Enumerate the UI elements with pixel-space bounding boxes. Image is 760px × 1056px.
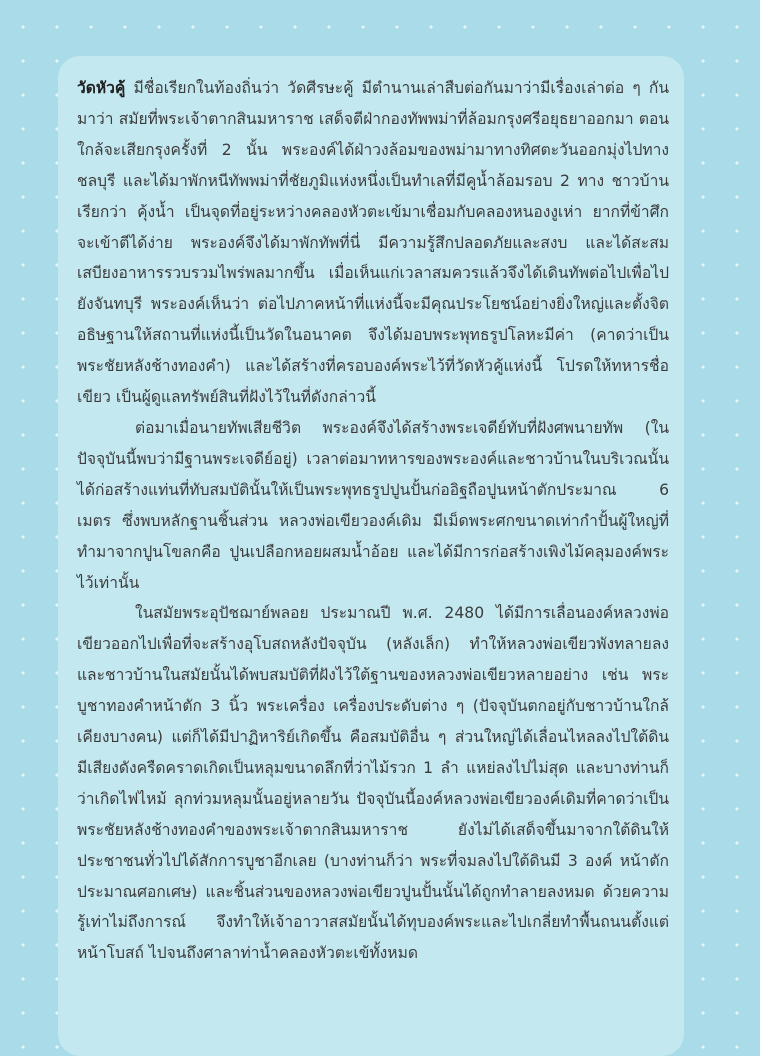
paragraph-3: ในสมัยพระอุปัชฌาย์พลอย ประมาณปี พ.ศ. 2480 ได้มีการเลื่อนองค์หลวงพ่อเขียวออกไปเพื่อที่จะสร้างอุโบสถหลังปัจจุบัน (หลังเล็ก) ทำให้หลวงพ่อเขียวพังทลายลง และชาวบ้านในสมัยนั้นได้พบสมบัติที่ฝังไว้ใต้ฐานของหลวงพ่อเขียวหลายอย่าง เช่น พระบูชาทองคำหน้าตัก 3 นิ้ว พระเครื่อง เครื่องประดับต่าง ๆ (ปัจจุบันตกอยู่กับชาวบ้านใกล้เคียงบางคน) แต่ก็ได้มีปาฏิหาริย์เกิดขึ้น คือสมบัติอื่น ๆ ส่วนใหญ่ได้เลื่อนไหลลงไปใต้ดิน มีเสียงดังครืดคราดเกิดเป็นหลุมขนาดลึกที่ว่าไม้รวก 1 ลำ แหย่ลงไปไม่สุด และบางท่านก็ว่าเกิดไฟไหม้ ลุกท่วมหลุมนั้นอยู่หลายวัน ปัจจุบันนี้องค์หลวงพ่อเขียวองค์เดิมที่คาดว่าเป็นพระชัยหลังช้างทองคำของพระเจ้าตากสินมหาราช ยังไม่ได้เสด็จขึ้นมาจากใต้ดินให้ประชาชนทั่วไปได้สักการบูชาอีกเลย (บางท่านก็ว่า พระที่จมลงไปใต้ดินมี 3 องค์ หน้าตักประมาณศอกเศษ) และชิ้นส่วนของหลวงพ่อเขียวปูนปั้นนั้นได้ถูกทำลายลงหมด ด้วยความรู้เท่าไม่ถึงการณ์ จึงทำให้เจ้าอาวาสสมัยนั้นได้ทุบองค์พระและไปเกลี่ยทำพื้นถนนตั้งแต่หน้าโบสถ์ ไปจนถึงศาลาท่าน้ำคลองหัวตะเข้ทั้งหมด bbox=[77, 604, 669, 963]
paragraph-intro bbox=[77, 73, 669, 413]
paragraph-2: ต่อมาเมื่อนายทัพเสียชีวิต พระองค์จึงได้สร้างพระเจดีย์ทับที่ฝังศพนายทัพ (ในปัจจุบันนี้พบว่ามีฐานพระเจดีย์อยู่) เวลาต่อมาทหารของพระองค์และชาวบ้านในบริเวณนั้น ได้ก่อสร้างแท่นที่ทับสมบัตินั้นให้เป็นพระพุทธรูปปูนปั้นก่ออิฐถือปูนหน้าตักประมาณ 6 เมตร ซึ่งพบหลักฐานชิ้นส่วน หลวงพ่อเขียวองค์เดิม มีเม็ดพระศกขนาดเท่ากำปั้นผู้ใหญ่ที่ทำมาจากปูนโขลกคือ ปูนเปลือกหอยผสมน้ำอ้อย และได้มีการก่อสร้างเพิงไม้คลุมองค์พระไว้เท่านั้น bbox=[77, 418, 669, 592]
text-card bbox=[58, 56, 684, 1056]
temple-name: วัดหัวคู้ bbox=[77, 79, 126, 97]
paragraph-1-text: มีชื่อเรียกในท้องถิ่นว่า วัดศีรษะคู้ มีตำนานเล่าสืบต่อกันมาว่ามีเรื่องเล่าต่อ ๆ กันมาว่า สมัยที่พระเจ้าตากสินมหาราช เสด็จตีฝ่ากองทัพพม่าที่ล้อมกรุงศรีอยุธยาออกมา ตอนใกล้จะเสียกรุงครั้งที่ 2 นั้น พระองค์ได้ฝ่าวงล้อมของพม่ามาทางทิศตะวันออกมุ่งไปทางชลบุรี และได้มาพักหนีทัพพม่าที่ชัยภูมิแห่งหนึ่งเป็นทำเลที่มีคูน้ำล้อมรอบ 2 ทาง ชาวบ้านเรียกว่า คุ้งน้ำ เป็นจุดที่อยู่ระหว่างคลองหัวตะเข้มาเชื่อมกับคลองหนองงูเห่า ยากที่ข้าศึกจะเข้าตีได้ง่าย พระองค์จึงได้มาพักทัพที่นี่ มีความรู้สึกปลอดภัยและสงบ และได้สะสมเสบียงอาหารรวบรวมไพร่พลมากขึ้น เมื่อเห็นแก่เวลาสมควรแล้วจึงได้เดินทัพต่อไปเพื่อไปยังจันทบุรี พระองค์เห็นว่า ต่อไปภาคหน้าที่แห่งนี้จะมีคุณประโยชน์อย่างยิ่งใหญ่และตั้งจิตอธิษฐานให้สถานที่แห่งนี้เป็นวัดในอนาคต จึงได้มอบพระพุทธรูปโลหะมีค่า (คาดว่าเป็นพระชัยหลังช้างทองคำ) และได้สร้างที่ครอบองค์พระไว้ที่วัดหัวคู้แห่งนี้ โปรดให้ทหารชื่อ เขียว เป็นผู้ดูแลทรัพย์สินที่ฝังไว้ในที่ดังกล่าวนี้ bbox=[77, 79, 669, 407]
